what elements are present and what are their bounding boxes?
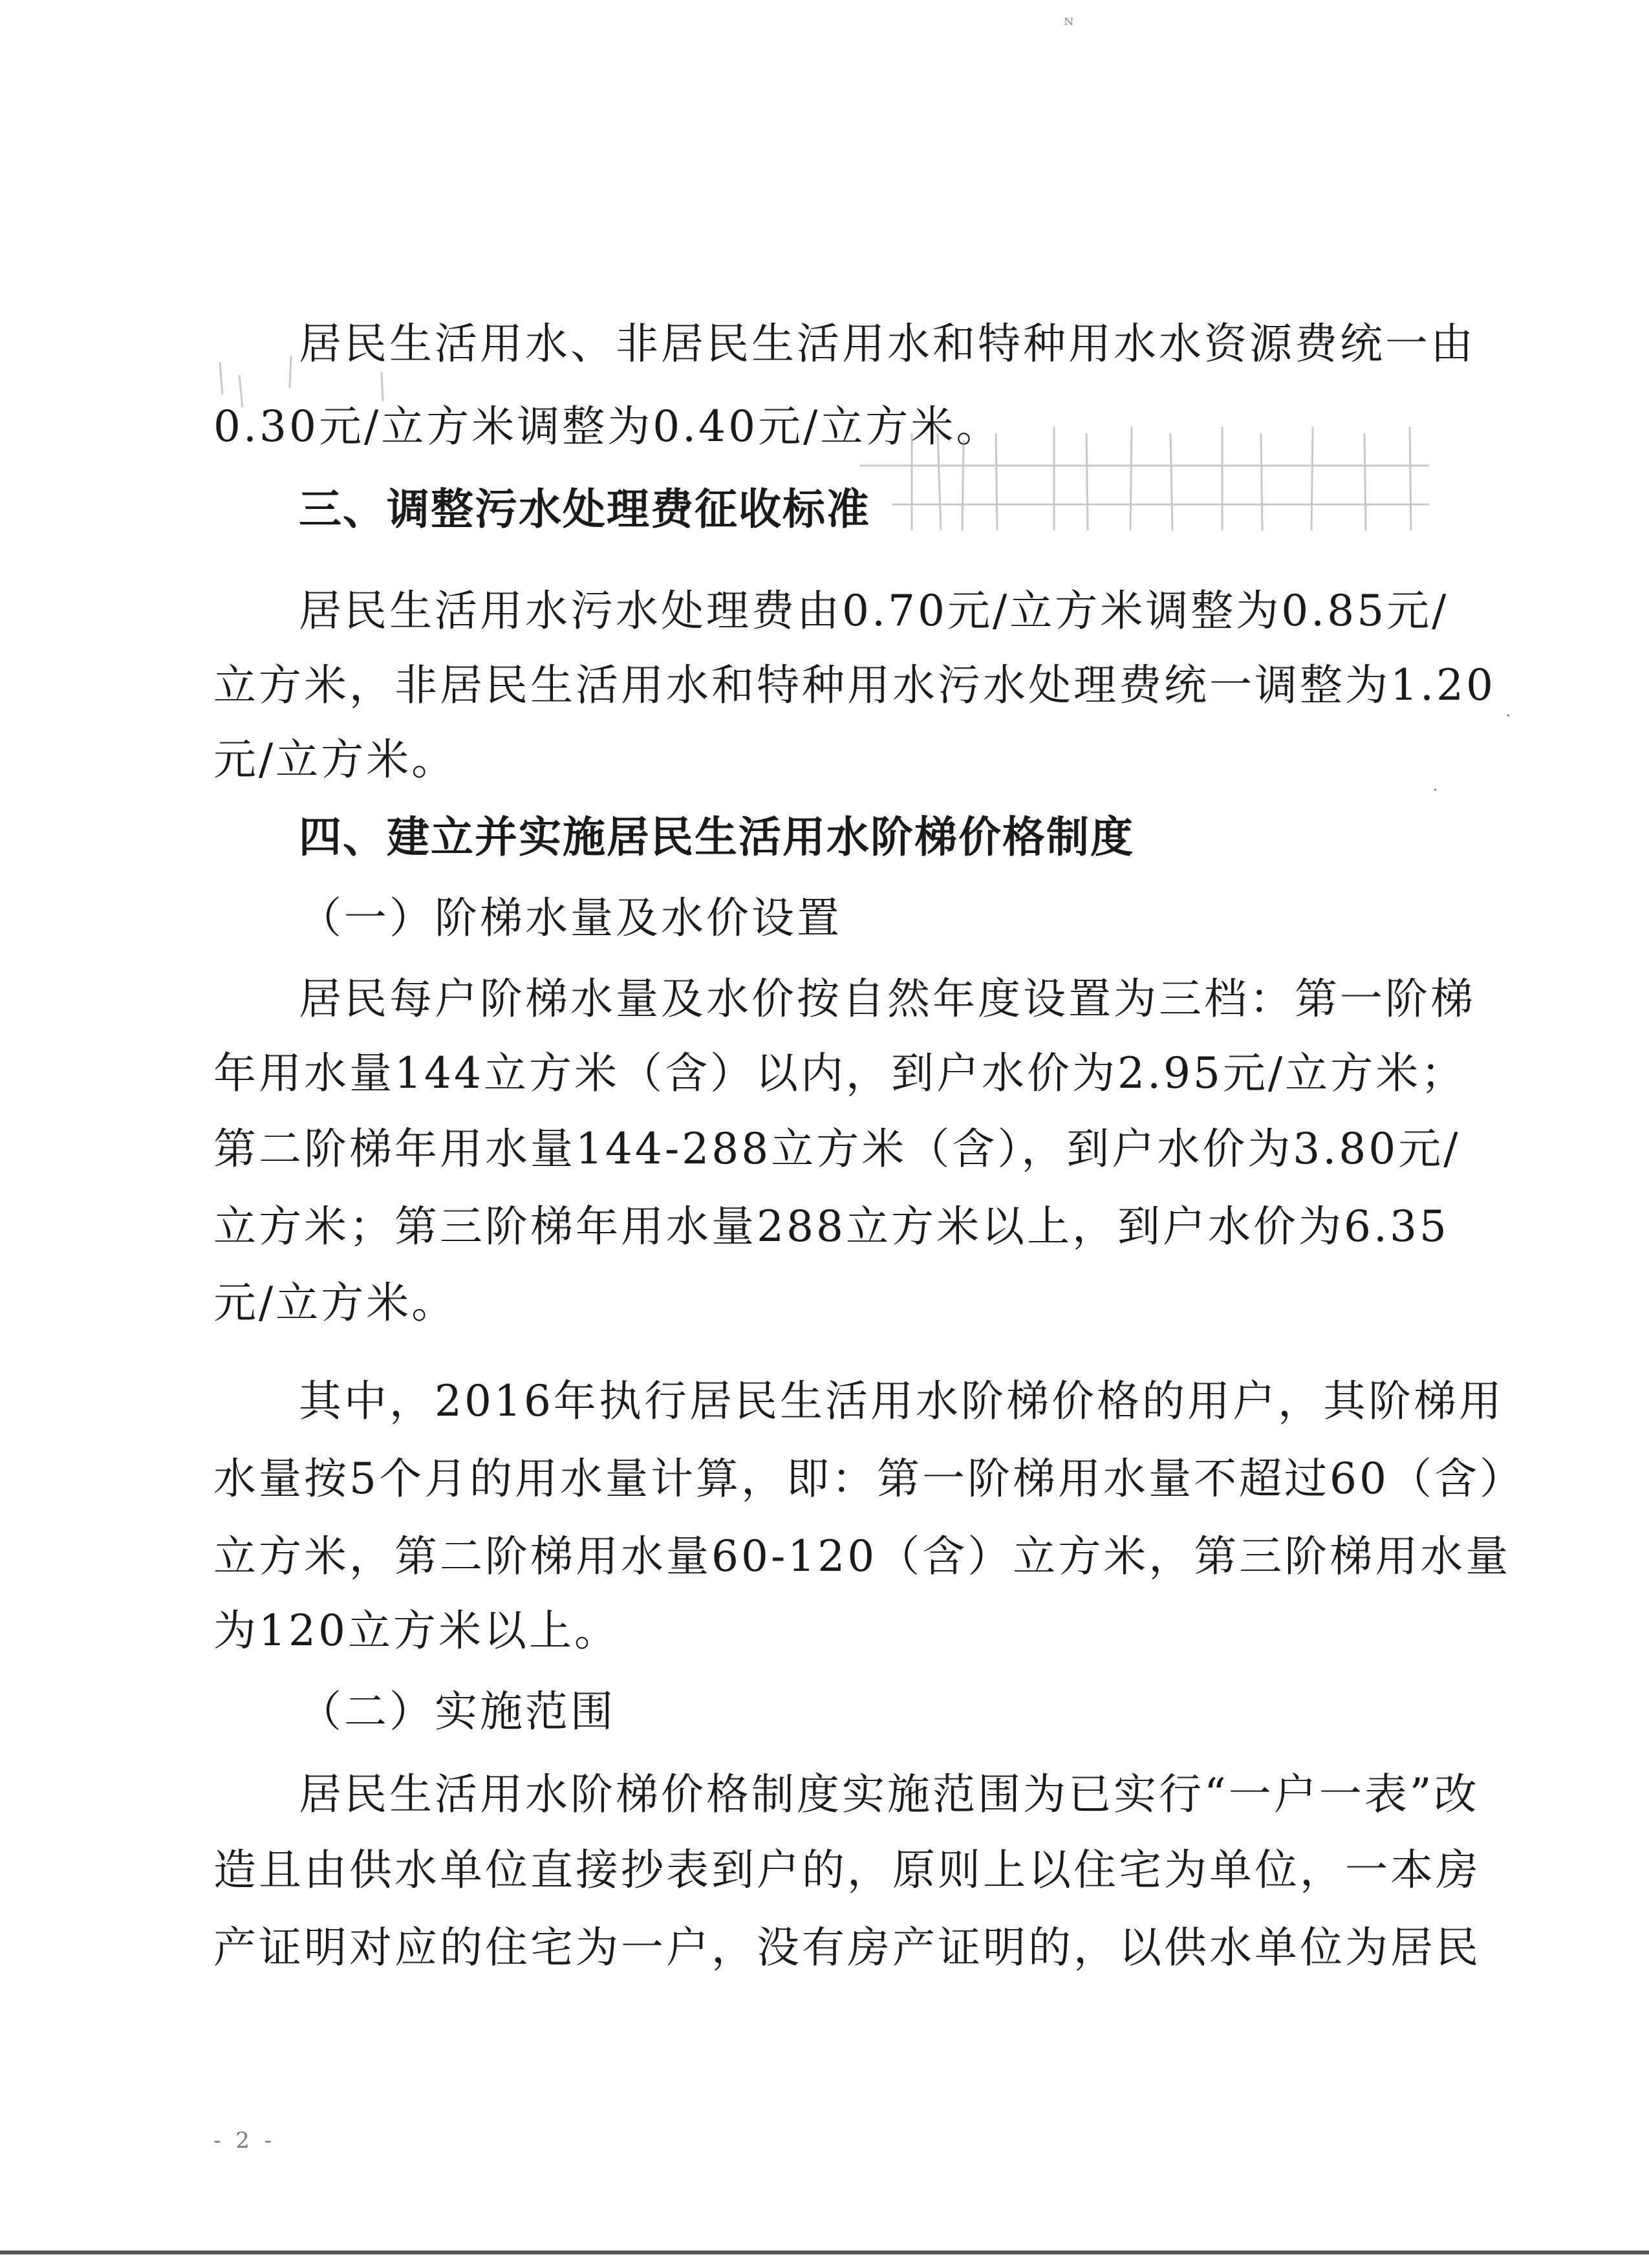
section-heading-3: 三、调整污水处理费征收标准 [299, 484, 870, 534]
body-line-14: 其中，2016年执行居民生活用水阶梯价格的用户，其阶梯用 [299, 1376, 1504, 1426]
scan-right-mark-2: · [1432, 779, 1438, 801]
body-line-12: 立方米；第三阶梯年用水量288立方米以上，到户水价为6.35 [213, 1202, 1449, 1251]
body-line-11: 第二阶梯年用水量144-288立方米（含），到户水价为3.80元/ [213, 1124, 1461, 1174]
body-line-9: 居民每户阶梯水量及水价按自然年度设置为三档：第一阶梯 [299, 974, 1476, 1024]
body-line-21: 产证明对应的住宅为一户，没有房产证明的，以供水单位为居民 [213, 1923, 1481, 1972]
body-line-4: 居民生活用水污水处理费由0.70元/立方米调整为0.85元/ [299, 586, 1449, 636]
body-line-17: 为120立方米以上。 [213, 1606, 620, 1656]
scan-top-mark: ᴺ [1064, 14, 1074, 36]
body-line-15: 水量按5个月的用水量计算，即：第一阶梯用水量不超过60（含） [213, 1454, 1525, 1504]
body-line-5: 立方米，非居民生活用水和特种用水污水处理费统一调整为1.20 [213, 660, 1496, 710]
page-number: - 2 - [213, 2128, 276, 2154]
subheading-2: （二）实施范围 [299, 1687, 616, 1736]
body-line-10: 年用水量144立方米（含）以内，到户水价为2.95元/立方米； [213, 1048, 1467, 1098]
body-line-6: 元/立方米。 [213, 735, 457, 784]
scan-right-mark: · [1505, 705, 1511, 726]
body-line-20: 造且由供水单位直接抄表到户的，原则上以住宅为单位，一本房 [213, 1845, 1481, 1895]
section-heading-4: 四、建立并实施居民生活用水阶梯价格制度 [299, 812, 1134, 862]
body-line-2: 0.30元/立方米调整为0.40元/立方米。 [213, 402, 1002, 451]
body-line-19: 居民生活用水阶梯价格制度实施范围为已实行“一户一表”改 [299, 1769, 1480, 1819]
body-line-16: 立方米，第二阶梯用水量60-120（含）立方米，第三阶梯用水量 [213, 1531, 1511, 1581]
scan-bottom-edge [0, 2251, 1649, 2254]
body-line-13: 元/立方米。 [213, 1278, 457, 1328]
body-line-1: 居民生活用水、非居民生活用水和特种用水水资源费统一由 [299, 319, 1476, 369]
subheading-1: （一）阶梯水量及水价设置 [299, 893, 842, 943]
